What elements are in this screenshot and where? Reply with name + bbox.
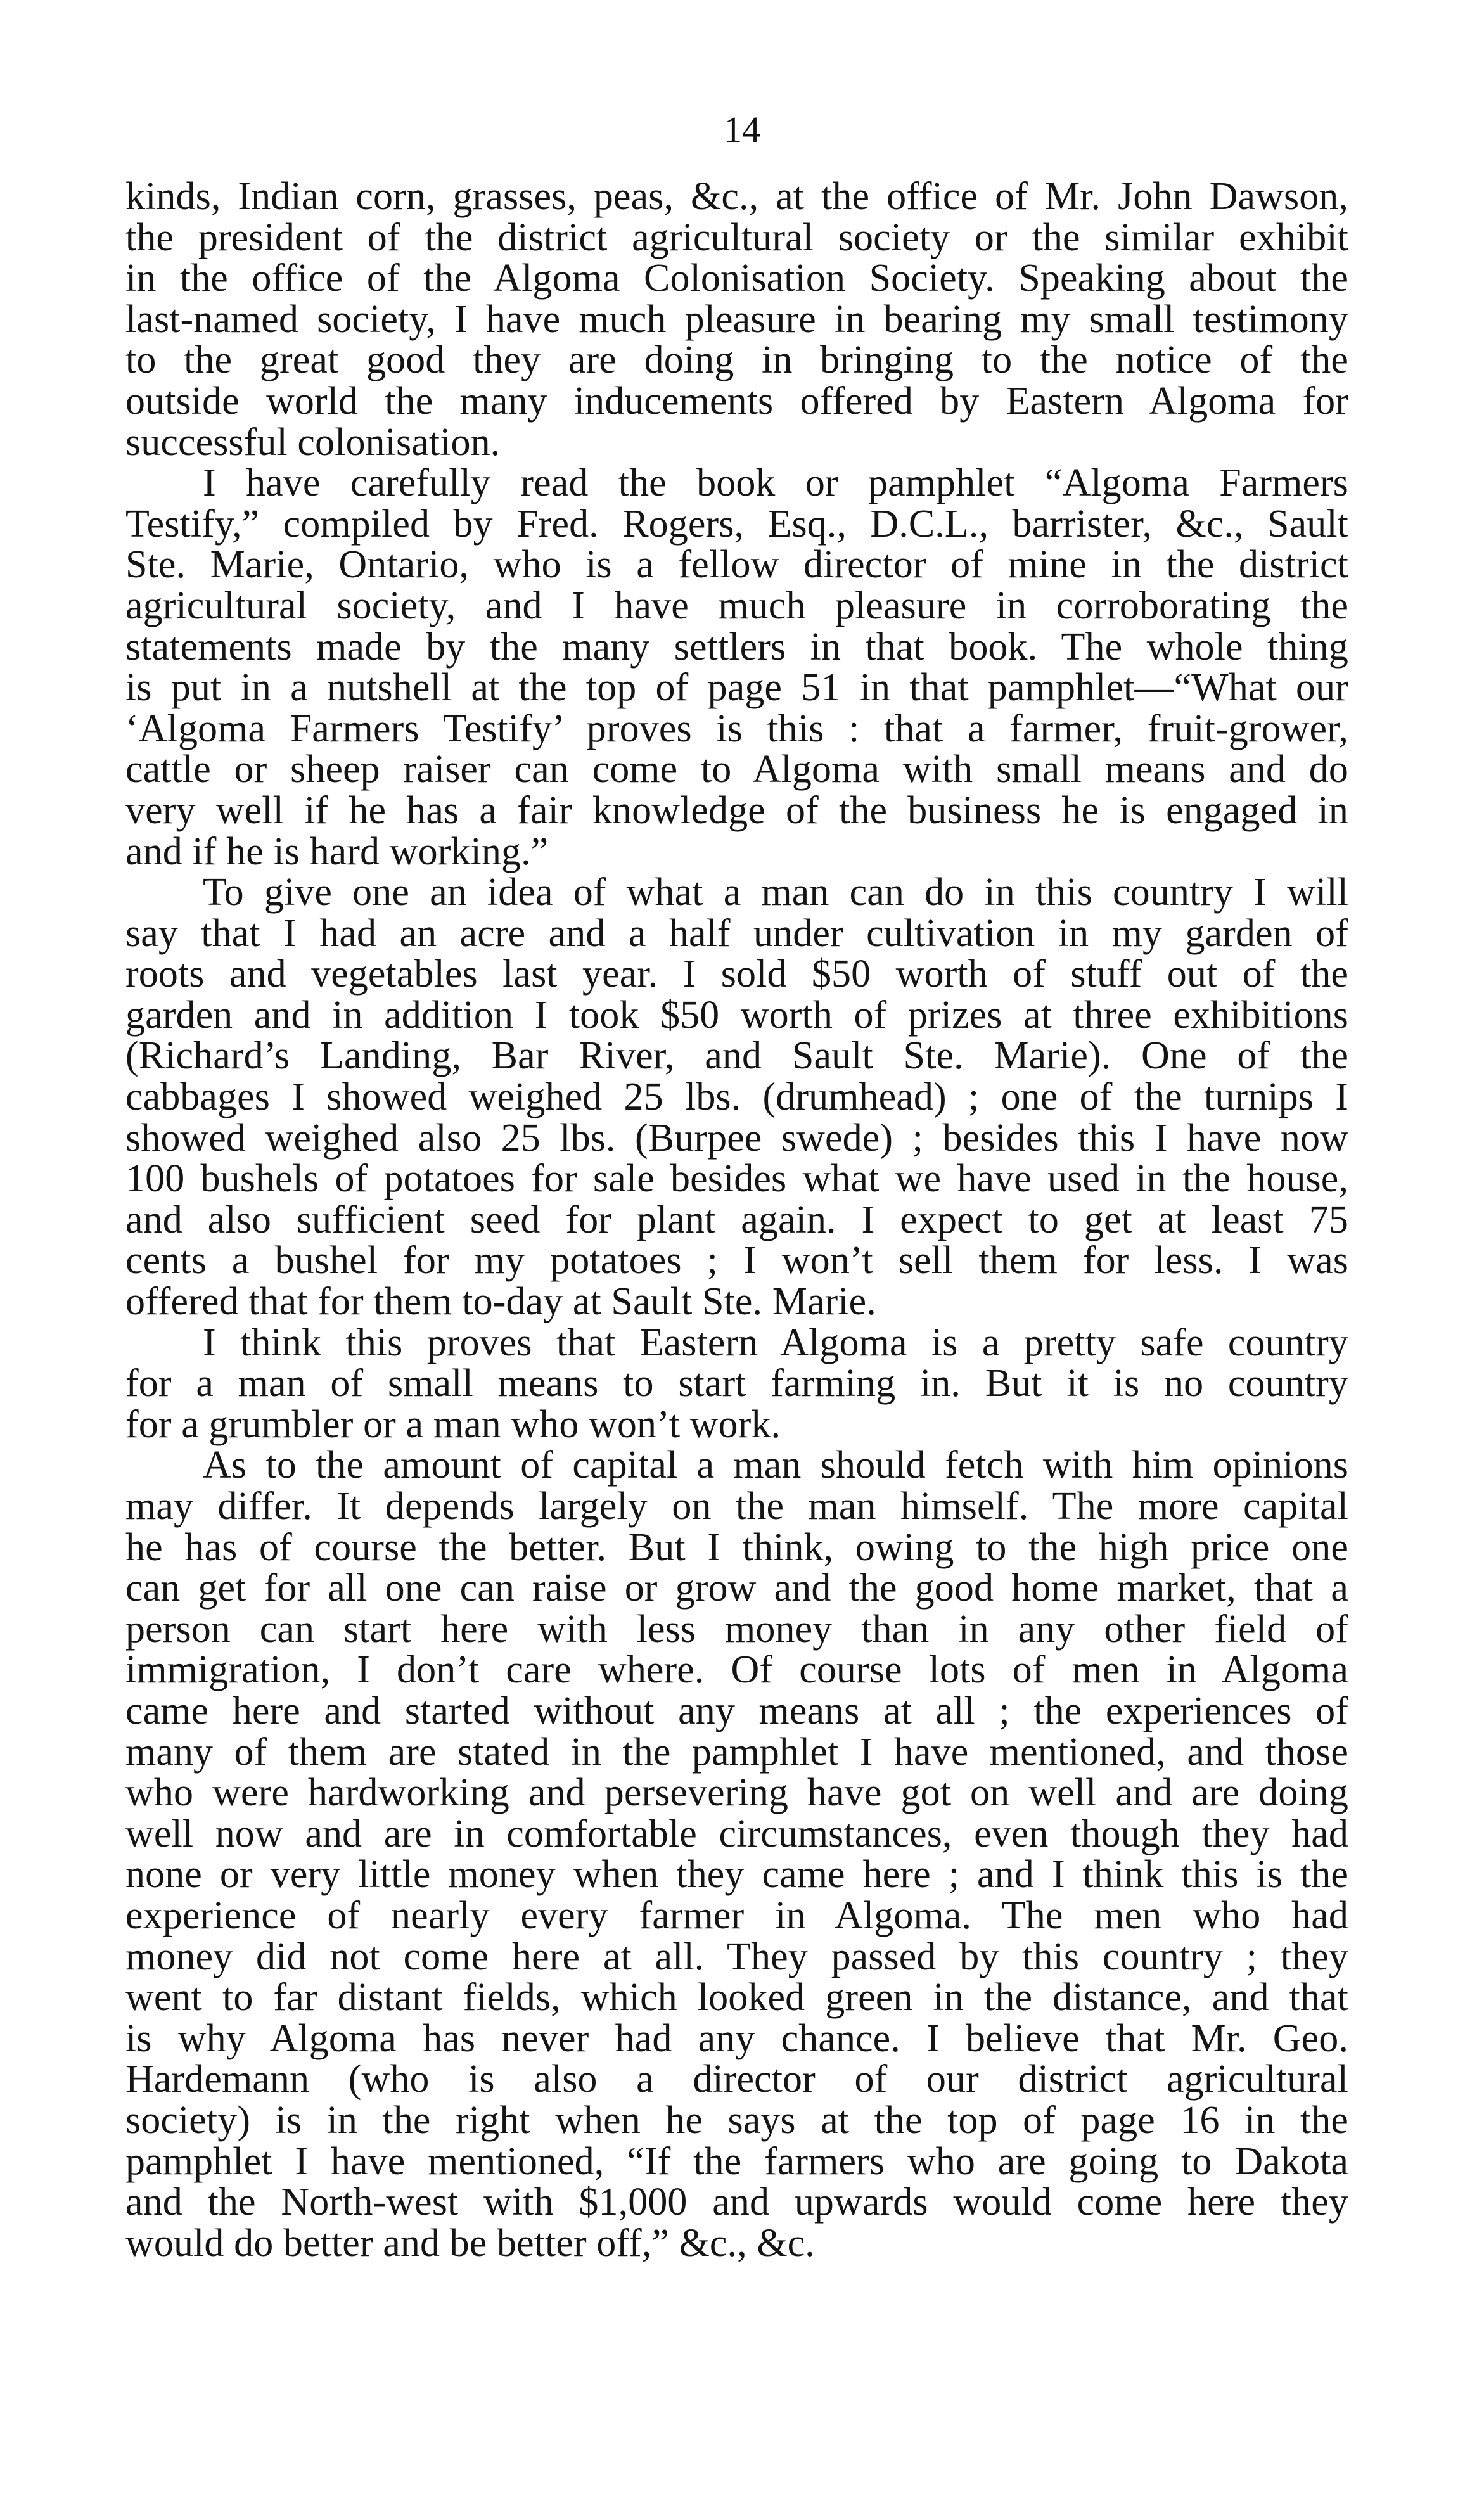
text-line: the president of the district agricultural society or the similar exhibit [125,215,1348,259]
text-line: for a grumbler or a man who won’t work. [125,1402,781,1446]
paragraph [125,176,1348,463]
text-line: say that I had an acre and a half under cultivation in my garden of [125,911,1348,955]
text-line: last-named society, I have much pleasure in bearing my small testimony [125,297,1348,341]
text-line: cents a bushel for my potatoes ; I won’t sell them for less. I was [125,1239,1348,1283]
text-line: pamphlet I have mentioned, “If the farmers who are going to Dakota [125,2139,1348,2183]
text-line: successful colonisation. [125,420,501,464]
text-line: 100 bushels of potatoes for sale besides what we have used in the house, [125,1157,1348,1201]
page-number: 14 [724,109,760,150]
text-line: went to far distant fields, which looked green in the distance, and that [125,1976,1348,2020]
text-line: well now and are in comfortable circumstances, even though they had [125,1812,1348,1855]
text-line: none or very little money when they came here ; and I think this is the [125,1853,1348,1897]
text-line: Ste. Marie, Ontario, who is a fellow director of mine in the district [125,543,1348,587]
text-line: who were hardworking and persevering have got on well and are doing [125,1771,1348,1815]
paragraph [125,463,1348,872]
text-line: person can start here with less money than in any other field of [125,1607,1348,1651]
text-line: cattle or sheep raiser can come to Algoma with small means and do [125,748,1348,791]
text-line: and if he is hard working.” [125,829,549,873]
text-line: kinds, Indian corn, grasses, peas, &c., at the office of Mr. John Dawson, [125,175,1348,218]
text-line: garden and in addition I took $50 worth of prizes at three exhibitions [125,993,1348,1037]
text-line: and the North-west with $1,000 and upwards would come here they [125,2181,1348,2224]
text-line: experience of nearly every farmer in Algoma. The men who had [125,1893,1348,1937]
text-line: (Richard’s Landing, Bar River, and Sault Ste. Marie). One of the [125,1034,1348,1078]
text-line: in the office of the Algoma Colonisation Society. Speaking about the [125,257,1348,300]
text-line: can get for all one can raise or grow and the good home market, that a [125,1566,1348,1610]
text-line: would do better and be better off,” &c., &c. [125,2221,815,2265]
text-line: cabbages I showed weighed 25 lbs. (drumhead) ; one of the turnips I [125,1075,1348,1119]
body-text [125,176,1348,2264]
text-line: Hardemann (who is also a director of our district agricultural [125,2058,1348,2101]
text-line: came here and started without any means at all ; the experiences of [125,1689,1348,1732]
paragraph [125,872,1348,1323]
text-line: Testify,” compiled by Fred. Rogers, Esq., D.C.L., barrister, &c., Sault [125,502,1348,546]
text-line: To give one an idea of what a man can do in this country I will [203,871,1348,914]
text-line: I think this proves that Eastern Algoma is a pretty safe country [203,1321,1348,1364]
text-line: ‘Algoma Farmers Testify’ proves is this : that a farmer, fruit-grower, [125,707,1348,750]
text-line: showed weighed also 25 lbs. (Burpee swede) ; besides this I have now [125,1116,1348,1160]
text-line: money did not come here at all. They passed by this country ; they [125,1935,1348,1978]
text-line: As to the amount of capital a man should fetch with him opinions [203,1444,1348,1487]
text-line: offered that for them to-day at Sault Ste. Marie. [125,1280,876,1324]
text-line: many of them are stated in the pamphlet I have mentioned, and those [125,1730,1348,1774]
text-line: agricultural society, and I have much pleasure in corroborating the [125,584,1348,627]
text-line: society) is in the right when he says at the top of page 16 in the [125,2098,1348,2142]
text-line: is put in a nutshell at the top of page 51 in that pamphlet—“What our [125,666,1348,710]
text-line: for a man of small means to start farming in. But it is no country [125,1362,1348,1406]
text-line: roots and vegetables last year. I sold $50 worth of stuff out of the [125,952,1348,996]
text-line: he has of course the better. But I think, owing to the high price one [125,1525,1348,1569]
text-line: immigration, I don’t care where. Of course lots of men in Algoma [125,1648,1348,1692]
text-line: outside world the many inducements offered by Eastern Algoma for [125,379,1348,423]
text-line: is why Algoma has never had any chance. I believe that Mr. Geo. [125,2016,1348,2060]
text-line: may differ. It depends largely on the man himself. The more capital [125,1485,1348,1528]
text-line: very well if he has a fair knowledge of the business he is engaged in [125,788,1348,832]
text-line: and also sufficient seed for plant again. I expect to get at least 75 [125,1198,1348,1241]
paragraph [125,1445,1348,2264]
paragraph [125,1323,1348,1445]
text-line: statements made by the many settlers in that book. The whole thing [125,625,1348,669]
text-line: I have carefully read the book or pamphlet “Algoma Farmers [203,461,1348,505]
text-line: to the great good they are doing in bringing to the notice of the [125,338,1348,382]
